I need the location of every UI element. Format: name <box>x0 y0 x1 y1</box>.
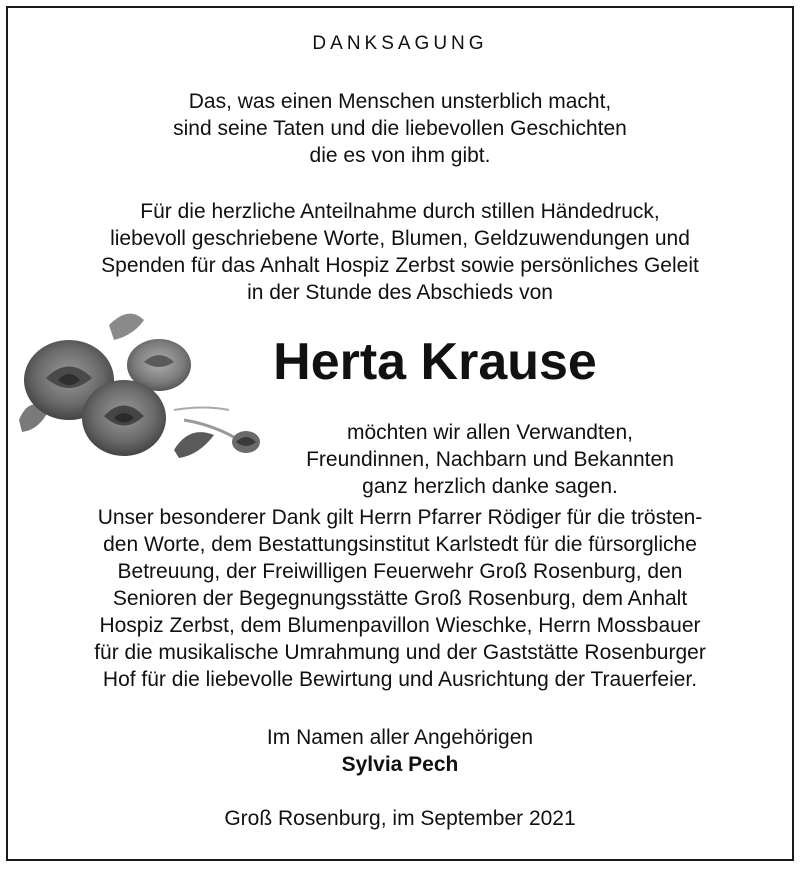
memorial-quote <box>0 88 800 169</box>
family-line: Im Namen aller Angehörigen <box>266 726 534 749</box>
thanks-line: Spenden für das Anhalt Hospiz Zerbst sowie persönliches Geleit <box>101 254 699 277</box>
recipients-line: ganz herzlich danke sagen. <box>362 475 618 498</box>
thanks-intro <box>0 198 800 306</box>
thanks-line: Für die herzliche Anteilnahme durch stillen Händedruck, <box>140 200 660 223</box>
deceased-name: Herta Krause <box>273 333 597 391</box>
signature-block <box>0 724 800 778</box>
quote-line: sind seine Taten und die liebevollen Geschichten <box>173 117 627 140</box>
quote-line: die es von ihm gibt. <box>309 144 491 167</box>
special-thanks <box>0 504 800 693</box>
special-line: Senioren der Begegnungsstätte Groß Rosenburg, dem Anhalt <box>112 587 688 610</box>
thanks-recipients <box>190 419 790 500</box>
quote-line: Das, was einen Menschen unsterblich macht, <box>188 90 612 113</box>
special-line: Unser besonderer Dank gilt Herrn Pfarrer Rödiger für die trösten- <box>97 506 703 529</box>
recipients-line: möchten wir allen Verwandten, <box>347 421 633 444</box>
signatory-name: Sylvia Pech <box>341 753 459 776</box>
special-line: für die musikalische Umrahmung und der Gaststätte Rosenburger <box>94 641 706 664</box>
special-line: Betreuung, der Freiwilligen Feuerwehr Groß Rosenburg, den <box>117 560 683 583</box>
thanks-line: liebevoll geschriebene Worte, Blumen, Geldzuwendungen und <box>110 227 690 250</box>
special-line: Hof für die liebevolle Bewirtung und Ausrichtung der Trauerfeier. <box>102 668 698 691</box>
thanks-line: in der Stunde des Abschieds von <box>247 281 553 304</box>
special-line: den Worte, dem Bestattungsinstitut Karlstedt für die fürsorgliche <box>103 533 697 556</box>
place-date: Groß Rosenburg, im September 2021 <box>224 807 576 830</box>
recipients-line: Freundinnen, Nachbarn und Bekannten <box>306 448 674 471</box>
special-line: Hospiz Zerbst, dem Blumenpavillon Wieschke, Herrn Mossbauer <box>99 614 701 637</box>
notice-heading: DANKSAGUNG <box>312 33 488 54</box>
